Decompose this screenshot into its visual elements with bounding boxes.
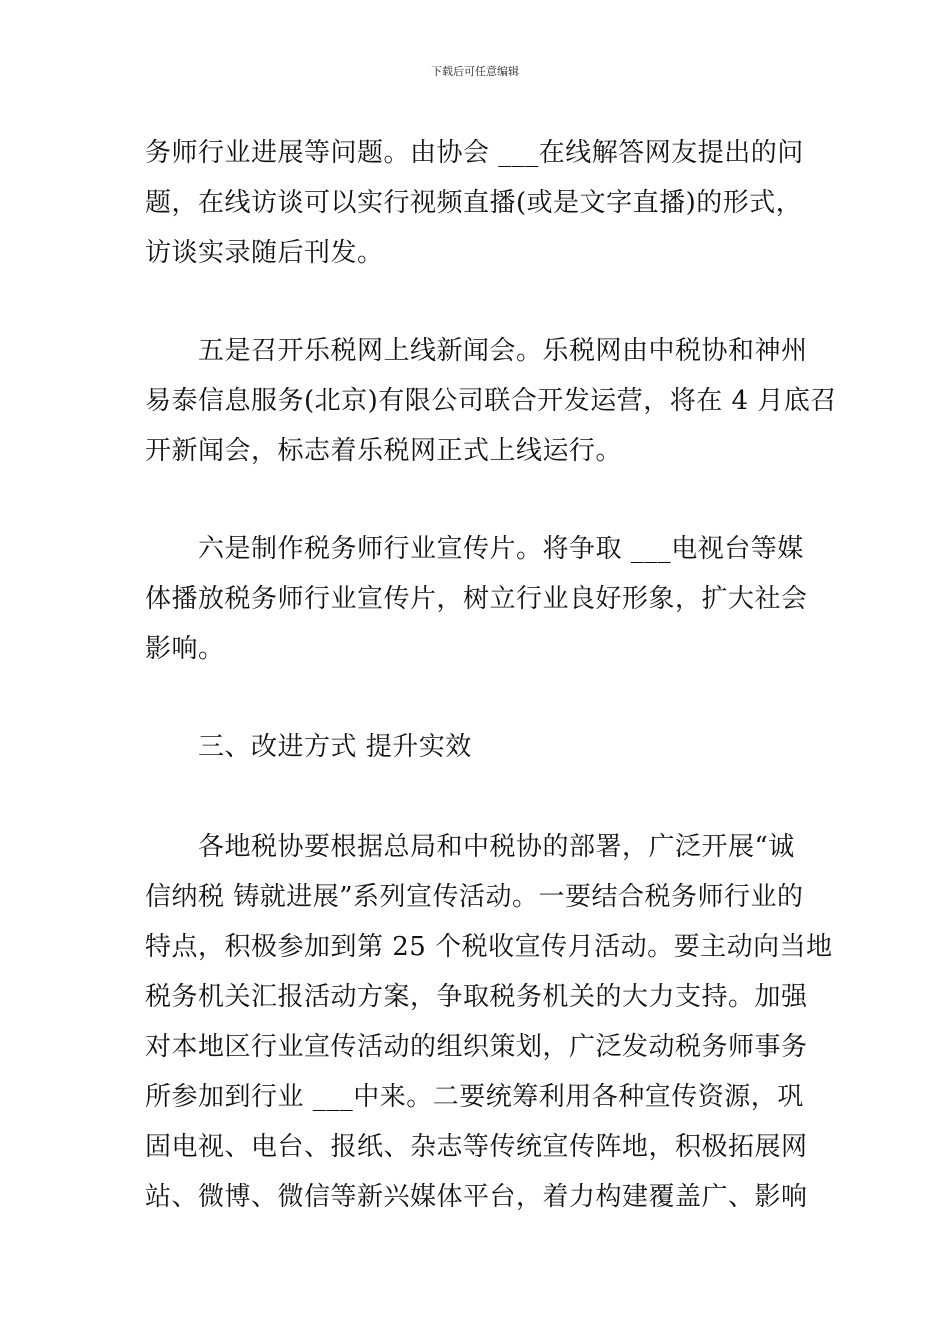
paragraph-item-5 — [145, 326, 837, 476]
text-line: 固电视、电台、报纸、杂志等传统宣传阵地，积极拓展网 — [145, 1132, 808, 1162]
section-heading-text: 三、改进方式 提升实效 — [145, 732, 472, 762]
paragraph-item-6 — [145, 524, 810, 674]
paragraph-spacer — [145, 476, 810, 524]
text-line: 务师行业进展等问题。由协会 ___在线解答网友提出的问 — [145, 138, 804, 168]
paragraph-continuation — [145, 128, 810, 278]
text-line: 访谈实录随后刊发。 — [145, 238, 384, 268]
text-line: 所参加到行业 ___中来。二要统筹利用各种宣传资源，巩 — [145, 1082, 804, 1112]
section-heading — [145, 722, 810, 772]
text-line: 对本地区行业宣传活动的组织策划，广泛发动税务师事务 — [145, 1032, 808, 1062]
paragraph-spacer — [145, 674, 810, 722]
text-line: 五是召开乐税网上线新闻会。乐税网由中税协和神州 — [145, 336, 808, 366]
paragraph-section-body — [145, 822, 833, 1222]
text-line: 信纳税 铸就进展”系列宣传活动。一要结合税务师行业的 — [145, 882, 804, 912]
paragraph-spacer — [145, 278, 810, 326]
text-line: 站、微博、微信等新兴媒体平台，着力构建覆盖广、影响 — [145, 1182, 808, 1212]
text-line: 税务机关汇报活动方案，争取税务机关的大力支持。加强 — [145, 982, 808, 1012]
text-line: 体播放税务师行业宣传片，树立行业良好形象，扩大社会 — [145, 584, 808, 614]
text-line: 各地税协要根据总局和中税协的部署，广泛开展“诚 — [145, 832, 795, 862]
page-header: 下载后可任意编辑 — [431, 65, 519, 78]
text-line: 特点，积极参加到第 25 个税收宣传月活动。要主动向当地 — [145, 932, 833, 962]
text-line: 易泰信息服务(北京)有限公司联合开发运营，将在 4 月底召 — [145, 386, 837, 416]
text-line: 题，在线访谈可以实行视频直播(或是文字直播)的形式， — [145, 188, 803, 218]
text-line: 开新闻会，标志着乐税网正式上线运行。 — [145, 436, 623, 466]
paragraph-spacer — [145, 772, 810, 822]
text-line: 六是制作税务师行业宣传片。将争取 ___电视台等媒 — [145, 534, 804, 564]
document-body — [145, 128, 837, 1222]
text-line: 影响。 — [145, 634, 225, 664]
